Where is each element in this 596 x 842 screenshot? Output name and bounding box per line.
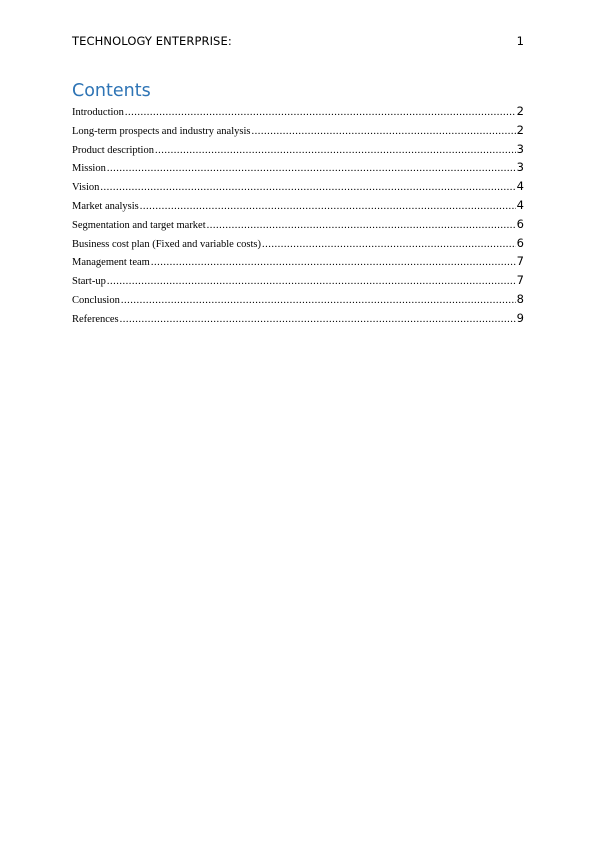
toc-entry[interactable]	[72, 290, 524, 309]
toc-entry-label[interactable]: Segmentation and target market	[72, 219, 206, 231]
toc-entry[interactable]	[72, 140, 524, 159]
toc-dot-leader	[207, 217, 516, 234]
toc-entry[interactable]	[72, 215, 524, 234]
table-of-contents	[72, 102, 524, 328]
toc-entry-label[interactable]: References	[72, 313, 119, 325]
toc-dot-leader	[151, 254, 516, 271]
toc-entry-page[interactable]: 2	[516, 122, 524, 137]
toc-dot-leader	[100, 179, 515, 196]
toc-dot-leader	[121, 292, 516, 309]
toc-entry-label[interactable]: Long-term prospects and industry analysis	[72, 125, 251, 137]
toc-dot-leader	[140, 198, 516, 215]
toc-entry-page[interactable]: 7	[516, 273, 524, 288]
toc-entry-page[interactable]: 9	[516, 310, 524, 325]
toc-dot-leader	[155, 142, 516, 159]
toc-entry[interactable]	[72, 234, 524, 253]
toc-dot-leader	[120, 311, 516, 328]
toc-entry[interactable]	[72, 121, 524, 140]
toc-entry-label[interactable]: Market analysis	[72, 200, 139, 212]
toc-entry[interactable]	[72, 271, 524, 290]
toc-entry[interactable]	[72, 177, 524, 196]
toc-entry-label[interactable]: Product description	[72, 144, 154, 156]
toc-entry-label[interactable]: Business cost plan (Fixed and variable costs)	[72, 238, 261, 250]
toc-entry-page[interactable]: 3	[516, 141, 524, 156]
toc-dot-leader	[251, 123, 515, 140]
toc-entry-page[interactable]: 3	[516, 160, 524, 175]
header-page-number: 1	[516, 34, 524, 48]
toc-entry[interactable]	[72, 102, 524, 121]
toc-entry-label[interactable]: Conclusion	[72, 294, 120, 306]
toc-entry[interactable]	[72, 309, 524, 328]
page-header	[72, 34, 524, 50]
toc-entry-page[interactable]: 8	[516, 291, 524, 306]
toc-dot-leader	[107, 160, 516, 177]
toc-entry[interactable]	[72, 252, 524, 271]
toc-dot-leader	[107, 273, 516, 290]
toc-entry[interactable]	[72, 158, 524, 177]
header-title: TECHNOLOGY ENTERPRISE:	[72, 34, 232, 48]
toc-entry-page[interactable]: 6	[516, 216, 524, 231]
toc-entry-label[interactable]: Introduction	[72, 107, 124, 118]
toc-dot-leader	[262, 236, 516, 253]
toc-entry[interactable]	[72, 196, 524, 215]
toc-entry-label[interactable]: Mission	[72, 163, 106, 175]
toc-entry-page[interactable]: 4	[516, 179, 524, 194]
toc-entry-page[interactable]: 7	[516, 254, 524, 269]
toc-entry-page[interactable]: 4	[516, 197, 524, 212]
toc-entry-label[interactable]: Vision	[72, 182, 100, 194]
toc-entry-label[interactable]: Start-up	[72, 276, 106, 288]
toc-dot-leader	[125, 104, 516, 121]
contents-heading: Contents	[72, 81, 151, 101]
toc-entry-page[interactable]: 6	[516, 235, 524, 250]
toc-entry-label[interactable]: Management team	[72, 257, 150, 269]
toc-entry-page[interactable]: 2	[516, 104, 524, 118]
